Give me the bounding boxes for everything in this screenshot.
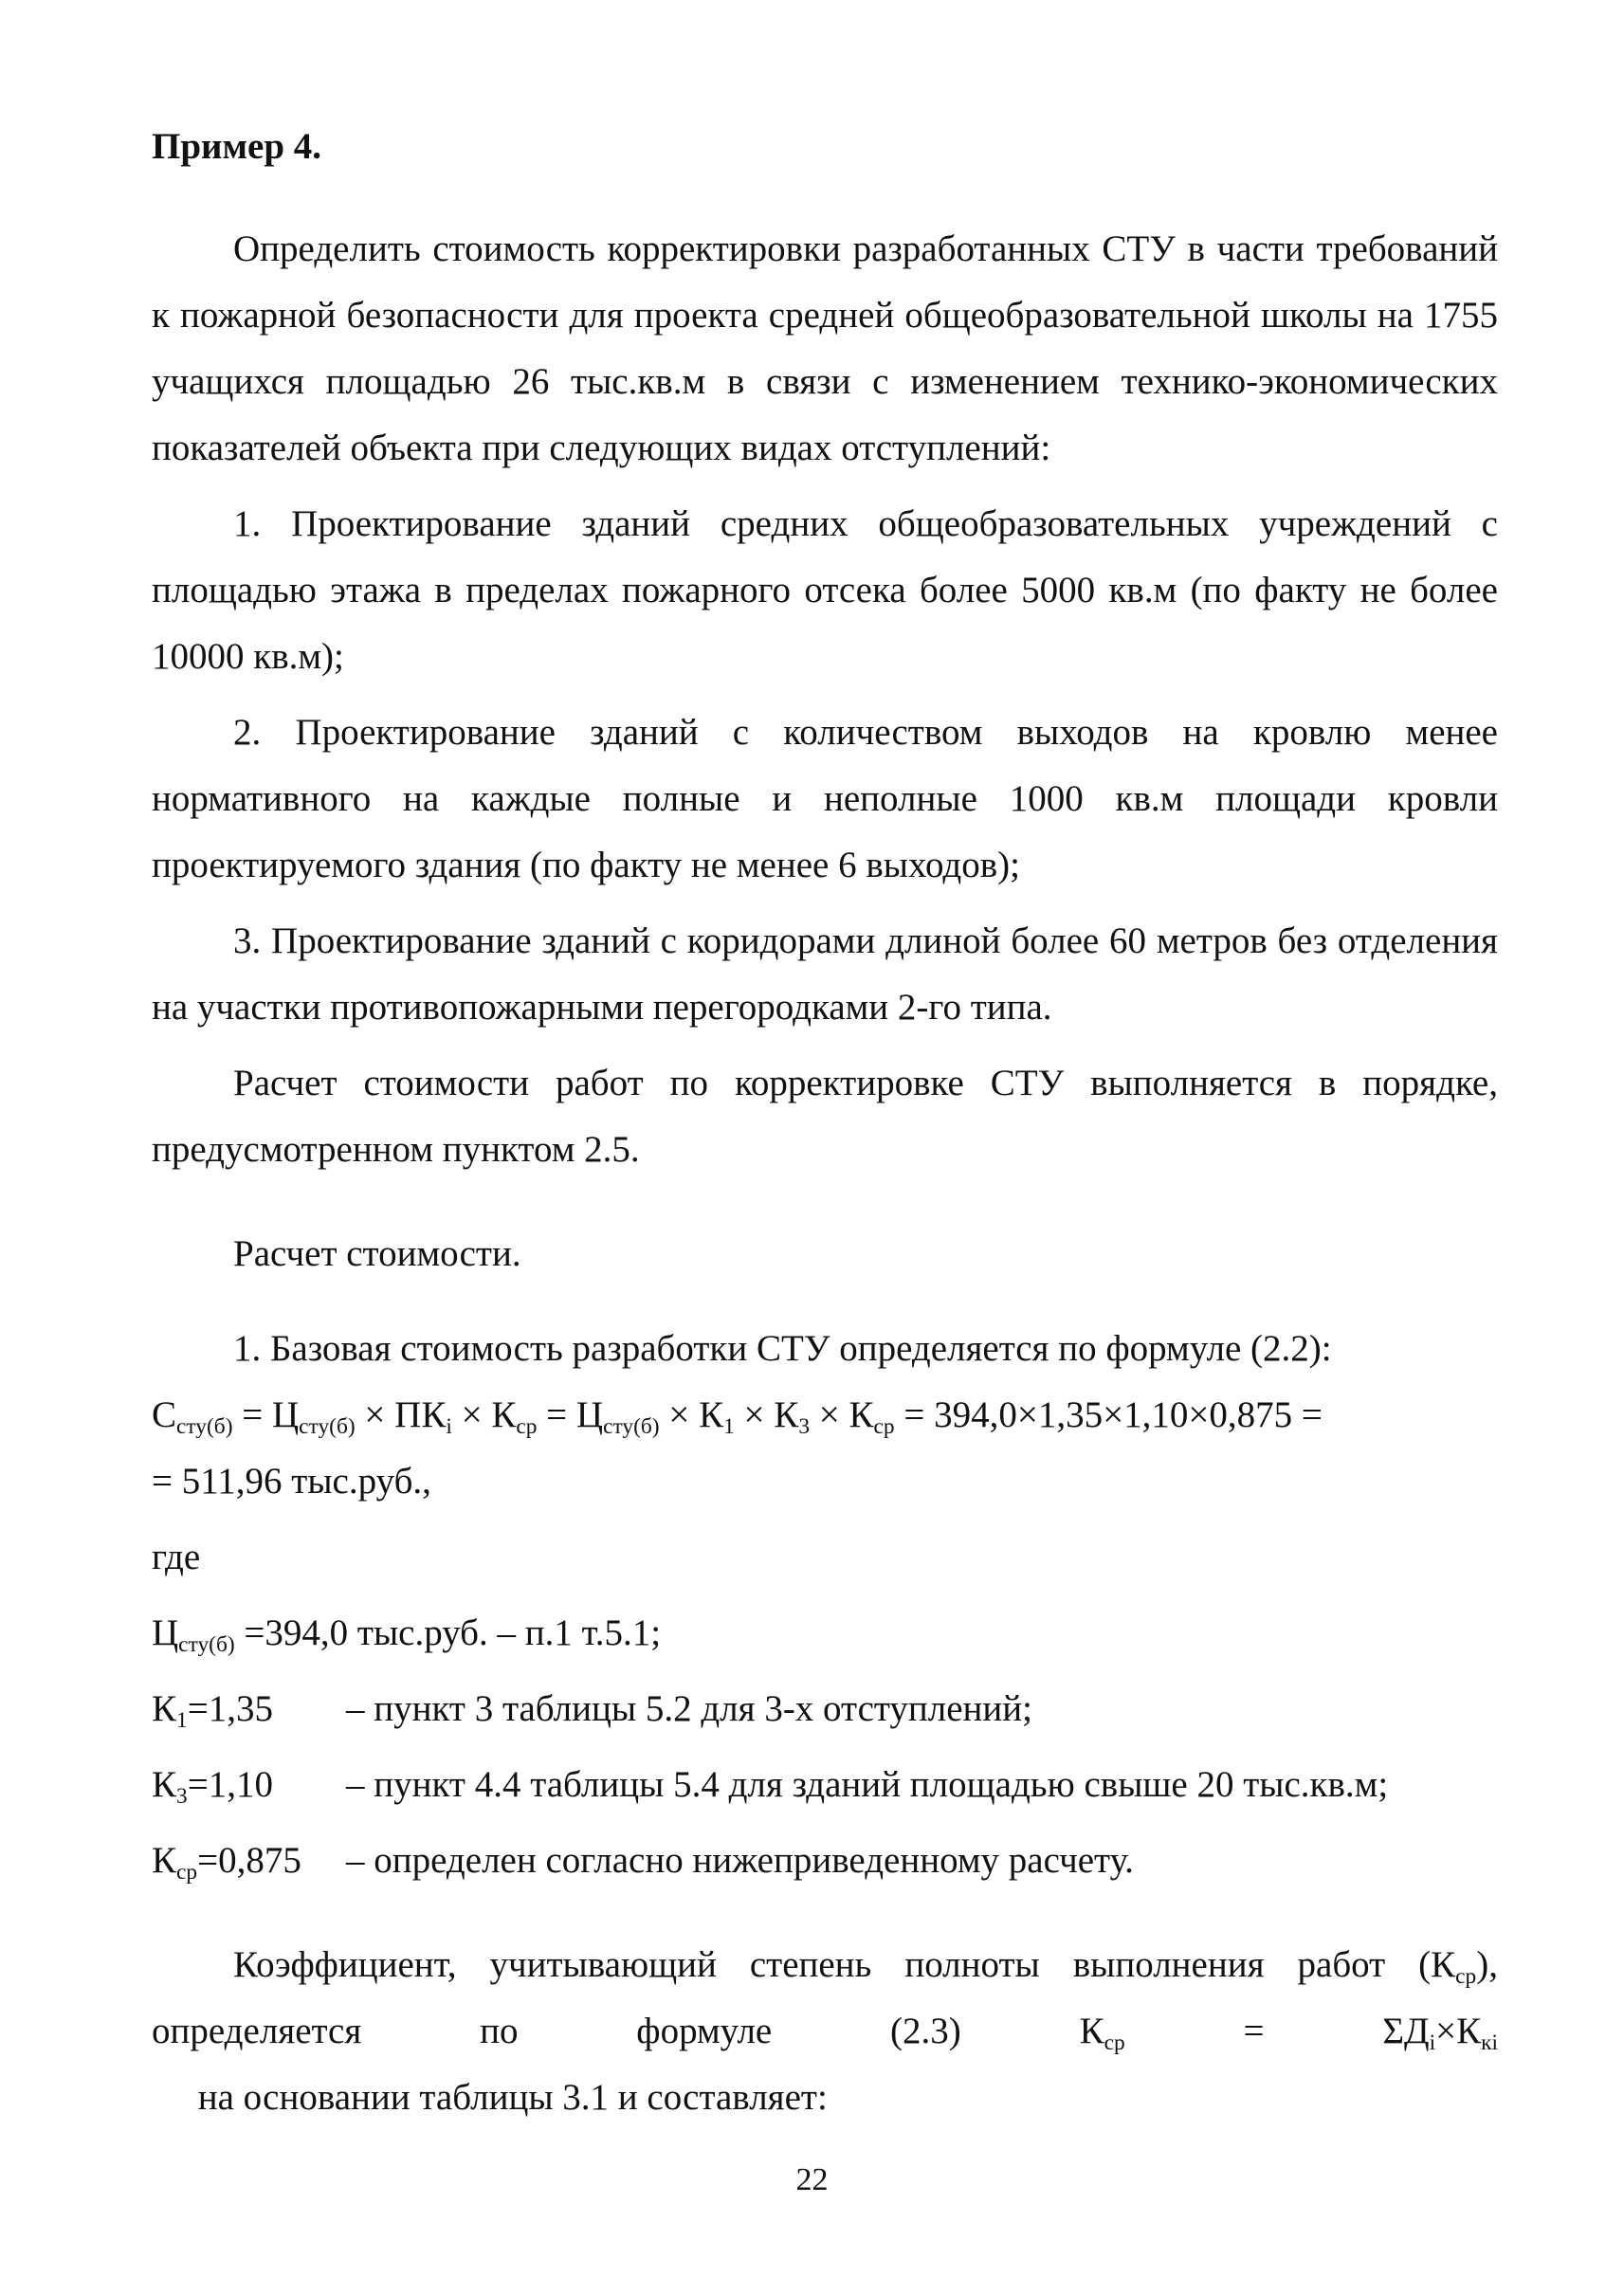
where-label: где — [152, 1537, 201, 1577]
list-item: 2. Проектирование зданий с количеством выходов на кровлю менее нормативного на каждые полные и неполные 1000 кв.м площади кровли проектируемого здания (по факту не менее 6 выходов); — [152, 712, 1498, 885]
page-number: 22 — [795, 2162, 829, 2197]
calc-title: Расчет стоимости. — [233, 1233, 521, 1274]
list-item: 3. Проектирование зданий с коридорами длиной более 60 метров без отделения на участки противопожарными перегородками 2-го типа. — [152, 920, 1498, 1028]
list-item: 1. Проектирование зданий средних общеобразовательных учреждений с площадью этажа в пределах пожарного отсека более 5000 кв.м (по факту не более 10000 кв.м); — [152, 503, 1498, 677]
cost-formula: $С_{сту(б)} = Ц_{сту(б)} \times ПК_i \times К_{ср} = Ц_{сту(б)} \times К_1 \times К_3 \times К_{ср} = 394,0\times 1,35\times 1,10\times 0,875$ = — [152, 1394, 1323, 1440]
example-heading: Пример 4. — [152, 126, 322, 167]
definition-row: $К_3=1,10$ – пункт 4.4 таблицы 5.4 для зданий площадью свыше 20 тыс.кв.м; — [152, 1764, 1389, 1810]
coefficient-paragraph: Коэффициент, учитывающий степень полноты выполнения работ $(К_{ср})$, определяется по формуле (2.3) $К_{ср} = \Sigma Д_i\times К_{кi}$ на основании таблицы 3.1 и составляет: — [152, 1944, 1499, 2118]
intro-paragraph: Определить стоимость корректировки разработанных СТУ в части требований к пожарной безопасности для проекта средней общеобразовательной школы на 1755 учащихся площадью 26 тыс.кв.м в связи с изменением технико-экономических показателей объекта при следующих видах отступлений: — [152, 228, 1498, 468]
document-page — [152, 114, 1498, 2131]
formula-result: = 511,96 тыс.руб., — [152, 1461, 431, 1502]
definition-row: $К_1=1,35$ – пункт 3 таблицы 5.2 для 3-х отступлений; — [152, 1688, 1032, 1734]
definition-row: $Ц_{сту(б)} =394,0$ тыс.руб. – п.1 т.5.1; — [152, 1612, 662, 1658]
definition-row: $К_{ср}=0,875$ – определен согласно нижеприведенному расчету. — [152, 1840, 1134, 1885]
step-1-text: 1. Базовая стоимость разработки СТУ определяется по формуле (2.2): — [233, 1328, 1332, 1369]
order-paragraph: Расчет стоимости работ по корректировке СТУ выполняется в порядке, предусмотренном пунктом 2.5. — [152, 1063, 1498, 1170]
